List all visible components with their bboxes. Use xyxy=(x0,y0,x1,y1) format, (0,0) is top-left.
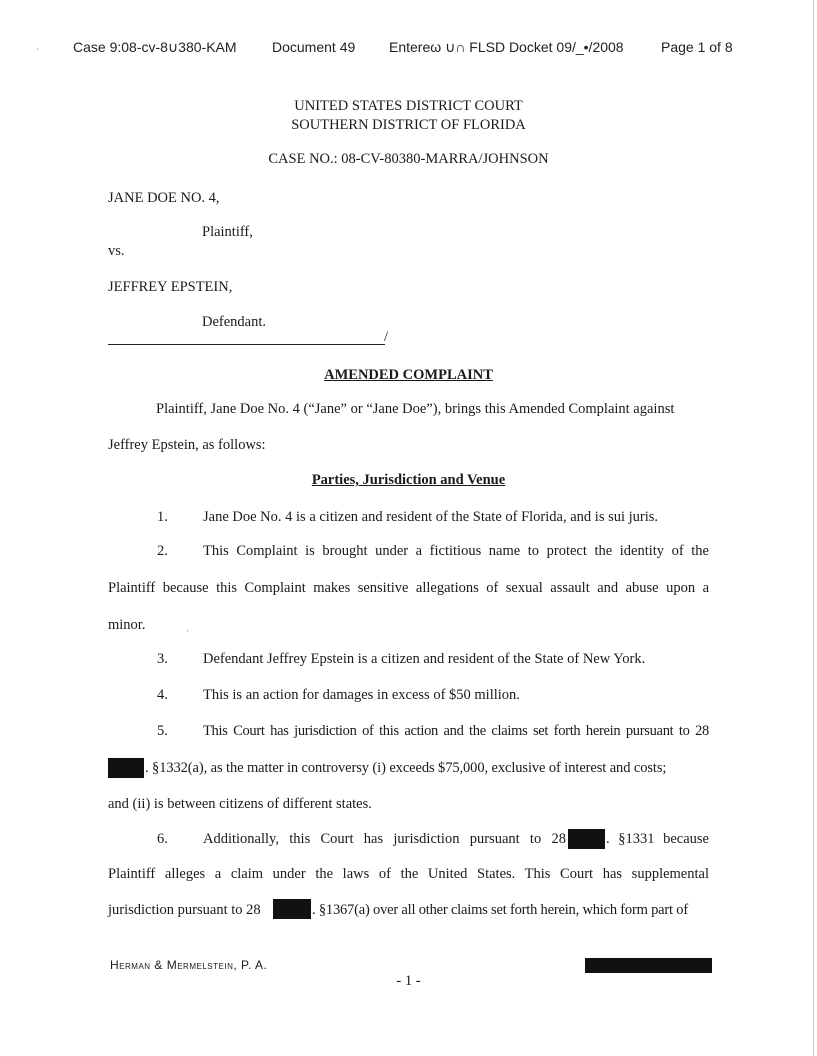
scan-edge-line xyxy=(813,0,814,1056)
scan-speck xyxy=(37,48,38,50)
paragraph-2-line-3: minor. xyxy=(108,617,146,633)
redaction-box xyxy=(273,899,311,919)
plaintiff-name: JANE DOE NO. 4, xyxy=(108,190,220,206)
caption-rule xyxy=(108,344,385,345)
intro-line-1: Plaintiff, Jane Doe No. 4 (“Jane” or “Jane Doe”), brings this Amended Complaint against xyxy=(156,401,675,417)
intro-line-2: Jeffrey Epstein, as follows: xyxy=(108,437,266,453)
paragraph-2-line-2: Plaintiff because this Complaint makes sensitive allegations of sexual assault and abuse upon a xyxy=(108,580,709,596)
court-name: UNITED STATES DISTRICT COURT xyxy=(294,98,523,114)
defendant-role: Defendant. xyxy=(202,314,267,330)
paragraph-5-line-3: and (ii) is between citizens of different states. xyxy=(108,796,372,812)
paragraph-5-number: 5. xyxy=(157,723,168,739)
paragraph-4-number: 4. xyxy=(157,687,168,703)
paragraph-4-text: This is an action for damages in excess of $50 million. xyxy=(203,687,520,703)
paragraph-6-line-2: Plaintiff alleges a claim under the laws of the United States. This Court has supplemental xyxy=(108,866,709,882)
defendant-name: JEFFREY EPSTEIN, xyxy=(108,279,233,295)
section-heading: Parties, Jurisdiction and Venue xyxy=(311,472,506,488)
case-number: CASE NO.: 08-CV-80380-MARRA/JOHNSON xyxy=(268,151,549,167)
paragraph-6-number: 6. xyxy=(157,831,168,847)
redaction-box xyxy=(108,758,144,778)
docket-document-number: Document 49 xyxy=(272,39,356,55)
page-number: - 1 - xyxy=(396,973,421,989)
paragraph-6-line-3a: jurisdiction pursuant to 28 xyxy=(108,902,261,918)
paragraph-3-text: Defendant Jeffrey Epstein is a citizen and resident of the State of New York. xyxy=(203,651,646,667)
redaction-box xyxy=(585,958,712,973)
paragraph-5-line-1: This Court has jurisdiction of this action and the claims set forth herein pursuant to 28 xyxy=(203,723,709,739)
redaction-box xyxy=(568,829,605,849)
docket-case-number: Case 9:08-cv-8∪380-KAM xyxy=(73,39,237,55)
paragraph-6-line-1a: Additionally, this Court has jurisdiction pursuant to 28 xyxy=(203,831,566,847)
paragraph-2-number: 2. xyxy=(157,543,168,559)
paragraph-1-number: 1. xyxy=(157,509,168,525)
document-title: AMENDED COMPLAINT xyxy=(324,367,493,383)
docket-page-indicator: Page 1 of 8 xyxy=(661,39,733,55)
paragraph-6-line-3b: . §1367(a) over all other claims set forth herein, which form part of xyxy=(312,902,688,918)
caption-slash: / xyxy=(384,329,389,345)
plaintiff-role: Plaintiff, xyxy=(202,224,253,240)
court-district: SOUTHERN DISTRICT OF FLORIDA xyxy=(291,117,526,133)
law-firm-name: Herman & Mermelstein, P. A. xyxy=(110,958,268,972)
docket-entered-date: Entereω ∪∩ FLSD Docket 09/_•/2008 xyxy=(389,39,624,55)
paragraph-6-line-1b: . §1331 because xyxy=(606,831,709,847)
paragraph-5-line-2: . §1332(a), as the matter in controversy (i) exceeds $75,000, exclusive of interest and costs; xyxy=(145,760,667,776)
versus: vs. xyxy=(108,243,125,259)
scan-speck xyxy=(187,630,188,632)
paragraph-2-line-1: This Complaint is brought under a fictitious name to protect the identity of the xyxy=(203,543,709,559)
paragraph-1-text: Jane Doe No. 4 is a citizen and resident of the State of Florida, and is sui juris. xyxy=(203,509,659,525)
paragraph-3-number: 3. xyxy=(157,651,168,667)
